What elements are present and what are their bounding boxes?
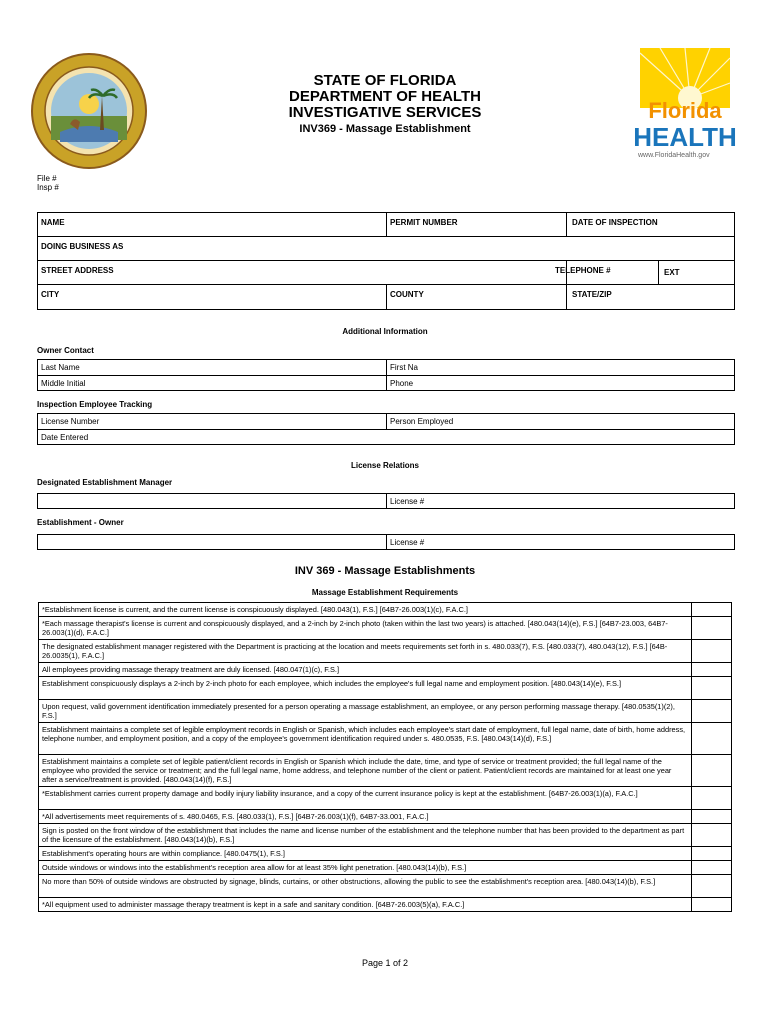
license-relations-title: License Relations — [350, 461, 420, 470]
requirement-row — [38, 754, 732, 787]
page-number: Page 1 of 2 — [361, 958, 409, 968]
requirement-text: The designated establishment manager registered with the Department is practicing at the location and meets requirements set forth in s. 480.033(7), F.S. [480.033(7), 480.043(12), F.S.] [64B-26.0035(1), F.A.C.] — [42, 642, 668, 660]
requirement-text: *Each massage therapist's license is current and conspicuously displayed, and a 2-inch by 2-inch photo (taken within the last two years) is attached. [480.043(14)(e), F.S.] [64B7-23.003, 64B7-26.003(1)(d), F.A.C.] — [42, 619, 668, 637]
requirement-text: Sign is posted on the front window of the establishment that includes the name and license number of the establishment and the telephone number that has been provided to the department as part of the licensure of the establishment. [480.043(14)(b), F.S.] — [42, 826, 685, 844]
requirement-text: Establishment maintains a complete set of legible patient/client records in English or Spanish which include the date, time, and type of service or treatment provided; the full legal name of the employee who provided the service or treatment; and the full legal name, home address, and telephone number of the client or patient. Patient/client records are maintained for at least one year after a service/treatment is provided. [480.043(14)(f), F.S.] — [42, 757, 672, 784]
doing-business-as-label: DOING BUSINESS AS — [41, 242, 124, 251]
requirement-text: All employees providing massage therapy treatment are duly licensed. [480.047(1)(c), F.S.] — [42, 665, 340, 674]
county-label: COUNTY — [390, 290, 424, 299]
florida-health-logo — [630, 48, 740, 166]
requirement-text: Establishment maintains a complete set of legible employment records in English or Spanish, which includes each employee's start date of employment, full legal name, date of birth, home address, telephone number, and employment position, and a copy of the employee's government identification required under s. 480.0535, F.S. [480.043(14)(d), F.S.] — [42, 725, 686, 743]
logo-url: www.FloridaHealth.gov — [638, 152, 710, 159]
owner-heading: Establishment - Owner — [37, 518, 124, 527]
date-of-inspection-label: DATE OF INSPECTION — [572, 218, 658, 227]
requirements-subtitle: Massage Establishment Requirements — [311, 588, 459, 597]
requirement-row — [38, 602, 732, 617]
header-department: DEPARTMENT OF HEALTH — [289, 88, 481, 105]
additional-info-title: Additional Information — [342, 327, 428, 336]
requirement-row — [38, 846, 732, 861]
requirement-row — [38, 897, 732, 912]
file-number-label: File # — [37, 174, 57, 183]
name-label: NAME — [41, 218, 65, 227]
last-name-label: Last Name — [41, 363, 80, 372]
city-label: CITY — [41, 290, 60, 299]
owner-license-label: License # — [390, 538, 425, 547]
requirement-row — [38, 616, 732, 640]
requirement-text: *Establishment license is current, and the current license is conspicuously displayed. [480.043(1), F.S.] [64B7-26.003(1)(c), F.A.C.] — [42, 605, 468, 614]
requirement-row — [38, 676, 732, 700]
header-state: STATE OF FLORIDA — [313, 72, 457, 89]
license-number-label: License Number — [41, 417, 100, 426]
requirement-row — [38, 662, 732, 677]
requirement-row — [38, 874, 732, 898]
requirement-text: Establishment conspicuously displays a 2-inch by 2-inch photo for each employee, which includes the employee's full legal name and employment position. [480.043(14)(e), F.S.] — [42, 679, 622, 688]
logo-word-health: HEALTH — [633, 122, 737, 152]
requirements-title: INV 369 - Massage Establishments — [294, 565, 476, 577]
form-subtitle: INV369 - Massage Establishment — [299, 123, 471, 135]
header-division: INVESTIGATIVE SERVICES — [288, 104, 482, 121]
requirement-text: *Establishment carries current property damage and bodily injury liability insurance, and a copy of the current insurance policy is kept at the establishment. [64B7-26.003(1)(a), F.A.C.] — [42, 789, 638, 798]
manager-license-label: License # — [390, 497, 425, 506]
inspection-number-label: Insp # — [37, 183, 59, 192]
logo-word-florida: Florida — [648, 98, 722, 123]
requirement-text: *All equipment used to administer massage therapy treatment is kept in a safe and sanitary condition. [64B7-26.003(5)(a), F.A.C.] — [42, 900, 465, 909]
requirement-text: Establishment's operating hours are within compliance. [480.0475(1), F.S.] — [42, 849, 285, 858]
requirement-text: Outside windows or windows into the establishment's reception area allow for at least 35% light penetration. [480.043(14)(b), F.S.] — [42, 863, 467, 872]
date-entered-label: Date Entered — [41, 433, 89, 442]
requirement-row — [38, 699, 732, 723]
requirement-row — [38, 722, 732, 755]
requirement-row — [38, 639, 732, 663]
first-name-label: First Na — [390, 363, 418, 372]
person-employed-label: Person Employed — [390, 417, 454, 426]
telephone-label: TELEPHONE # — [555, 266, 611, 275]
requirement-row — [38, 823, 732, 847]
middle-initial-label: Middle Initial — [41, 379, 86, 388]
state-zip-label: STATE/ZIP — [572, 290, 612, 299]
requirement-text: Upon request, valid government identification immediately presented for a person operating a massage establishment, an employee, or any person performing massage therapy. [480.0535(1)(2), F.S.] — [42, 702, 675, 720]
owner-contact-heading: Owner Contact — [37, 346, 94, 355]
requirement-text: No more than 50% of outside windows are obstructed by signage, blinds, curtains, or other obstructions, allowing the public to see the establishment's reception area. [480.043(14)(b), F.S.] — [42, 877, 656, 886]
requirement-row — [38, 786, 732, 810]
permit-number-label: PERMIT NUMBER — [390, 218, 458, 227]
inspection-tracking-heading: Inspection Employee Tracking — [37, 400, 153, 409]
phone-label: Phone — [390, 379, 414, 388]
street-address-label: STREET ADDRESS — [41, 266, 114, 275]
requirement-text: *All advertisements meet requirements of s. 480.0465, F.S. [480.033(1), F.S.] [64B7-26.003(1)(f), 64B7-33.001, F.A.C.] — [42, 812, 429, 821]
florida-state-seal — [30, 52, 148, 170]
ext-label: EXT — [664, 268, 680, 277]
requirement-row — [38, 860, 732, 875]
manager-heading: Designated Establishment Manager — [37, 478, 173, 487]
requirement-row — [38, 809, 732, 824]
